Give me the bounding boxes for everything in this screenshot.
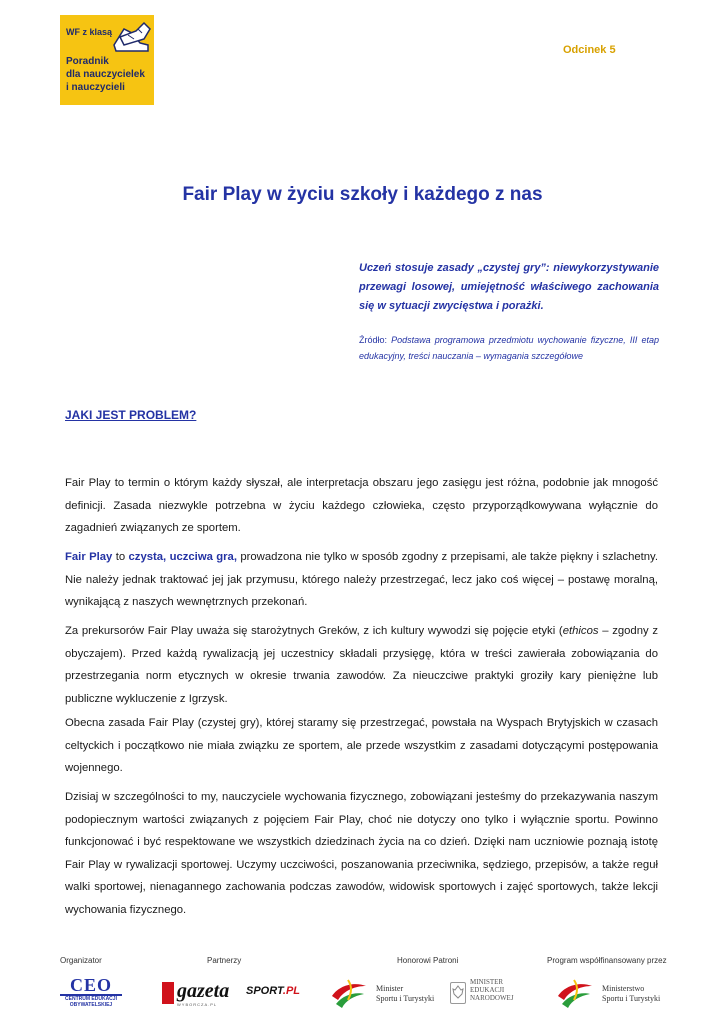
paragraph-3: Za prekursorów Fair Play uważa się starożytnych Greków, z ich kultury wywodzi się pojęcie etyki (ethicos – zgodny z obyczajem). Przed każdą rywalizacją jej uczestnicy składali przysięgę, która w treści zawierała zobowiązania do przestrzegania norm etycznych w okresie trwania zawodów. Za nieuczciwe praktyki groziły kary pieniężne lub publiczne wykluczenie z Igrzysk. xyxy=(65,625,658,705)
gazeta-logo: gazeta WYBORCZA.PL xyxy=(162,980,232,1008)
guide-logo xyxy=(60,15,154,105)
eagle-emblem-icon xyxy=(450,982,466,1004)
page-title: Fair Play w życiu szkoły i każdego z nas xyxy=(182,184,543,205)
episode-label: Odcinek 5 xyxy=(563,44,616,56)
organizer-label: Organizator xyxy=(60,956,102,965)
ministry-swoosh-icon-2 xyxy=(556,978,594,1010)
ministry-swoosh-icon xyxy=(330,978,368,1010)
source-label: Źródło: xyxy=(359,335,388,345)
sport-pl-logo: SPORT.PL xyxy=(246,985,301,997)
paragraph-1: Fair Play to termin o którym każdy słyszał, ale interpretacja obszaru jego zasięgu jest różna, podobnie jak mnogość definicji. Zasada niezwykle potrzebna w życiu każdego człowieka, często przyporządkowywana wyłącznie do zagadnień związanych ze sportem. xyxy=(65,477,658,534)
gazeta-red-bar xyxy=(162,982,174,1004)
logo-subtitle: Poradnik dla nauczycielek i nauczycieli xyxy=(66,56,145,93)
section-heading: JAKI JEST PROBLEM? xyxy=(65,408,197,422)
logo-series-name: WF z klasą xyxy=(66,27,113,37)
fair-play-definition: czysta, uczciwa gra, xyxy=(128,551,237,563)
paragraph-4: Obecna zasada Fair Play (czystej gry), której staramy się przestrzegać, powstała na Wyspach Brytyjskich w czasach celtyckich i początkowo nie miała związku ze sportem, ale przede wszystkim z zasadami dotyczącymi postępowania wojennego. xyxy=(65,717,658,774)
ministerstwo-sport-text: Ministerstwo Sportu i Turystyki xyxy=(602,984,661,1003)
learning-goal: Uczeń stosuje zasady „czystej gry”: niewykorzystywanie przewagi losowej, umiejętność właściwego zachowania się w sytuacji zwycięstwa i porażki. xyxy=(359,262,659,312)
fair-play-term: Fair Play xyxy=(65,551,113,563)
ceo-logo: CEO CENTRUM EDUKACJI OBYWATELSKIEJ xyxy=(60,976,122,1008)
paragraph-5: Dzisiaj w szczególności to my, nauczyciele wychowania fizycznego, zobowiązani jesteśmy do przekazywania naszym podopiecznym wartości związanych z pojęciem Fair Play, choć nie dotyczy ono tylko i wyłącznie sportu. Powinno funkcjonować i być respektowane we wszystkich dziedzinach życia na co dzień. Dzięki nam uczniowie poznają istotę Fair Play w rywalizacji sportowej. Uczymy uczciwości, poszanowania przeciwnika, sędziego, przepisów, a także reguł walki sportowej, nienagannego zachowania podczas zawodów, widowisk sportowych i zajęć sportowych, także lekcji wychowania fizycznego. xyxy=(65,791,658,916)
paragraph-2: Fair Play to czysta, uczciwa gra, prowadzona nie tylko w sposób zgodny z przepisami, ale także piękny i szlachetny. Nie należy jednak traktować jej jak przymusu, którego należy przestrzegać, lecz jako coś więcej – postawę moralną, wynikającą z naszych wewnętrznych przekonań. xyxy=(65,551,658,608)
goal-source xyxy=(359,332,659,364)
sneakers-icon xyxy=(110,19,152,59)
program-label: Program współfinansowany przez xyxy=(547,956,667,965)
men-logo: MINISTER EDUKACJI NARODOWEJ xyxy=(450,976,520,1012)
patrons-label: Honorowi Patroni xyxy=(397,956,459,965)
minister-sport-text: Minister Sportu i Turystyki xyxy=(376,984,435,1003)
partners-label: Partnerzy xyxy=(207,956,242,965)
ethicos-term: ethicos xyxy=(562,625,599,637)
source-text: Podstawa programowa przedmiotu wychowanie fizyczne, III etap edukacyjny, treści nauczania – wymagania szczegółowe xyxy=(359,335,659,361)
